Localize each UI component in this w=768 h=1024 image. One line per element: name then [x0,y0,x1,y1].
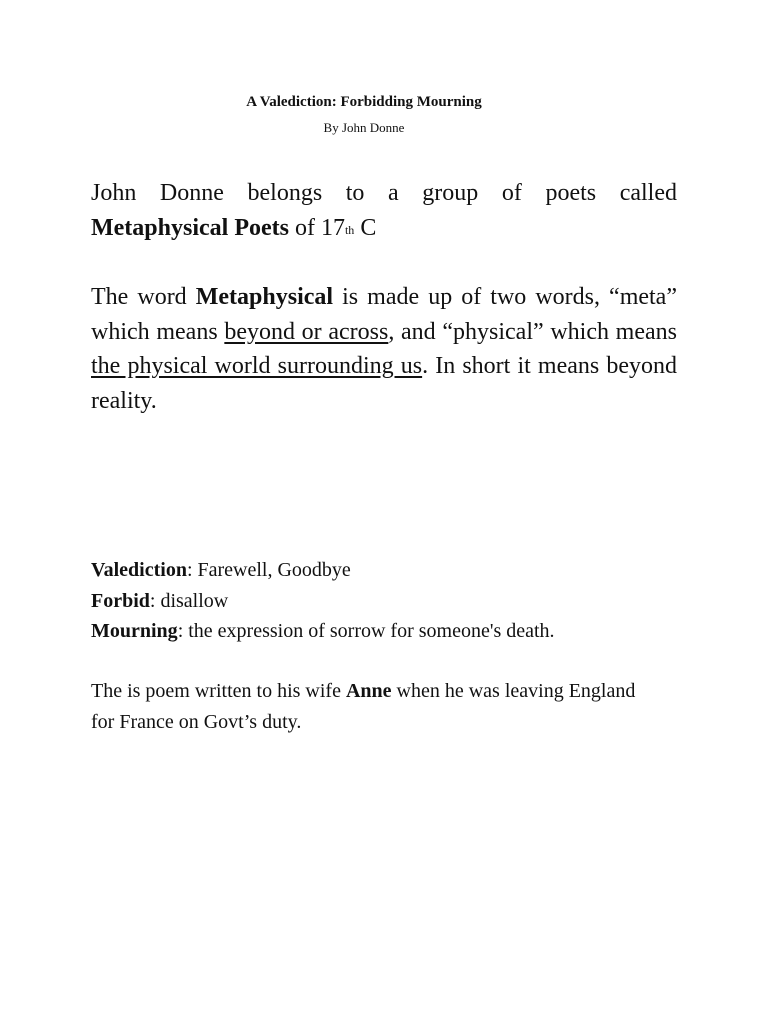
paragraph-metaphysical-poets [91,176,677,245]
note-after: when he was leaving England for France on Govt’s duty. [91,680,636,733]
para1-intro: John Donne belongs to a group of poets called [91,180,677,206]
note-before: The is poem written to his wife [91,680,346,702]
para2-part2: , and “physical” which means [388,318,677,345]
glossary-item-mourning [91,616,691,647]
para2-part1: is made up of two words, “meta” which means [91,284,677,345]
para2-underline-physical: the physical world surrounding us [91,353,423,379]
poem-context-note [91,676,651,738]
para2-term: Metaphysical [195,284,334,310]
para1-term: Metaphysical Poets [91,214,289,241]
document-byline: By John Donne [323,120,405,135]
paragraph-metaphysical-definition [91,280,677,418]
glossary [91,555,691,647]
para1-end: C [354,214,377,241]
glossary-item-forbid [91,586,691,617]
document-title: A Valediction: Forbidding Mourning [246,94,482,110]
glossary-definition: : disallow [149,589,229,612]
glossary-term: Mourning [91,620,178,642]
para2-underline-meta: beyond or across [224,318,389,345]
para2-part3: . In short it means beyond reality. [91,353,678,414]
glossary-item-valediction [91,555,691,586]
glossary-definition: : the expression of sorrow for someone's death. [177,620,555,642]
glossary-term: Forbid [91,589,150,612]
glossary-definition: : Farewell, Goodbye [186,559,351,581]
para2-lead: The word [91,284,196,310]
para1-superscript: th [344,222,355,237]
para1-mid: of 17 [288,214,345,241]
note-name: Anne [345,680,392,702]
glossary-term: Valediction [91,559,187,581]
